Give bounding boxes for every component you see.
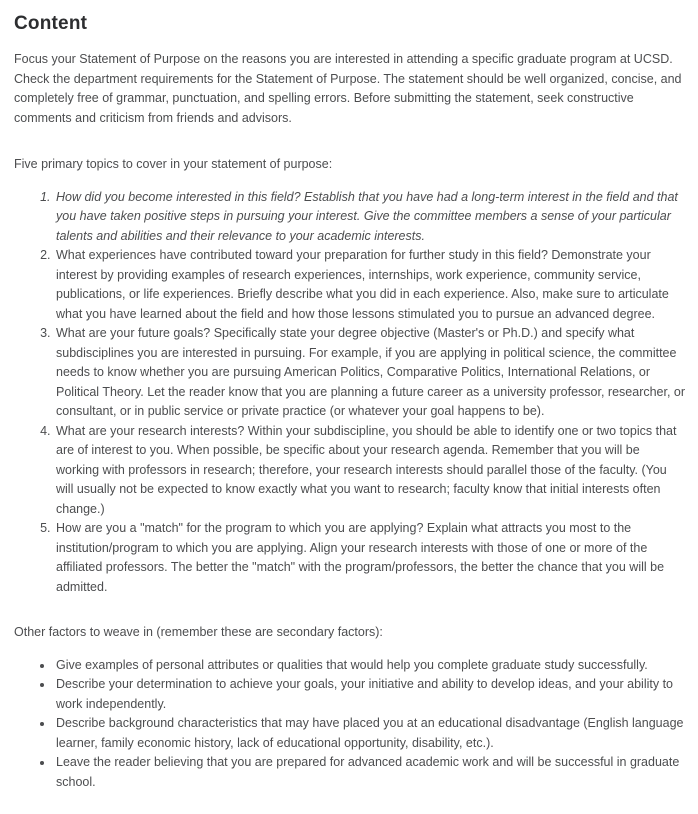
secondary-factor-item-2: • Describe your determination to achieve your goals, your initiative and ability to develop ideas, and your ability to work independently. (54, 675, 686, 714)
secondary-factor-item-4: • Leave the reader believing that you are prepared for advanced academic work and will be successful in graduate school. (54, 753, 686, 792)
secondary-factor-item-1: • Give examples of personal attributes or qualities that would help you complete graduate study successfully. (54, 656, 686, 676)
secondary-factors-heading: Other factors to weave in (remember these are secondary factors): (14, 625, 383, 639)
primary-topic-item-3: 3. What are your future goals? Specifically state your degree objective (Master's or Ph.D.) and specify what subdisciplines you are interested in pursuing. For example, if you are applying in political science, the committee needs to know whether you are pursuing American Politics, Comparative Politics, International Relations, or Political Theory. Let the reader know that you are planning a future career as a university professor, researcher, or consultant, or in public service or private practice (or whatever your goal happens to be). (54, 324, 686, 422)
secondary-factors-list (14, 656, 686, 793)
intro-paragraph: Focus your Statement of Purpose on the reasons you are interested in attending a specific graduate program at UCSD. Check the department requirements for the Statement of Purpose. The statement should be well organized, concise, and completely free of grammar, punctuation, and spelling errors. Before submitting the statement, seek constructive comments and criticism from friends and advisors. (14, 52, 682, 125)
secondary-factor-item-3: • Describe background characteristics that may have placed you at an educational disadvantage (English language learner, family economic history, lack of educational opportunity, disability, etc.). (54, 714, 686, 753)
page-title: Content (14, 13, 88, 34)
primary-topic-item-5: 5. How are you a "match" for the program to which you are applying? Explain what attracts you most to the institution/program to which you are applying. Align your research interests with those of one or more of the affiliated professors. The better the "match" with the program/professors, the better the chance that you will be admitted. (54, 519, 686, 597)
primary-topics-heading: Five primary topics to cover in your statement of purpose: (14, 157, 333, 171)
primary-topic-item-1: 1. How did you become interested in this field? Establish that you have had a long-term interest in the field and that you have taken positive steps in pursuing your interest. Give the committee members a sense of your particular talents and abilities and their relevance to your academic interests. (54, 188, 686, 247)
primary-topics-list (14, 188, 686, 598)
primary-topic-item-4: 4. What are your research interests? Within your subdiscipline, you should be able to identify one or two topics that are of interest to you. When possible, be specific about your research agenda. Remember that you will be working with professors in research; therefore, your research interests should parallel those of the faculty. (You will usually not be expected to know exactly what you want to research; faculty know that initial interests often change.) (54, 422, 686, 520)
primary-topic-item-2: 2. What experiences have contributed toward your preparation for further study in this field? Demonstrate your interest by providing examples of research experiences, internships, work experience, community service, publications, or life experiences. Briefly describe what you did in each experience. Also, make sure to articulate what you have learned about the field and how those lessons stimulated you to pursue an advanced degree. (54, 246, 686, 324)
